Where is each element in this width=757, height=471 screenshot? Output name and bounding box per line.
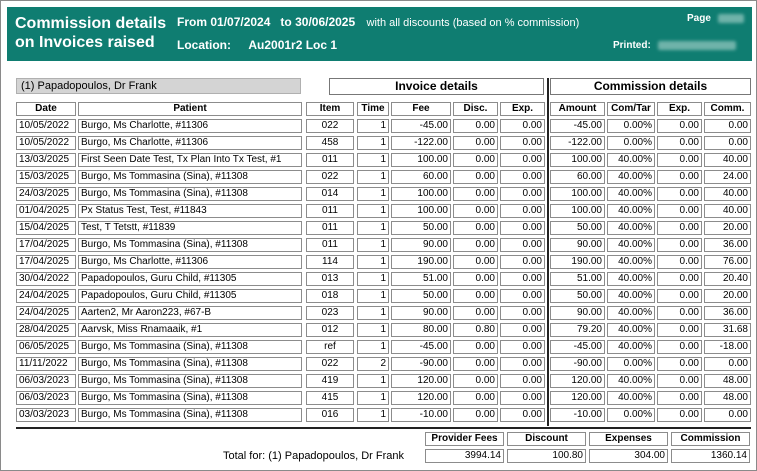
cell-time: 1 (357, 204, 389, 218)
invoice-details-heading: Invoice details (329, 78, 544, 95)
cell-comm: 24.00 (704, 170, 751, 184)
cell-amount: 120.00 (550, 391, 605, 405)
cell-exp: 0.00 (500, 323, 545, 337)
cell-date: 24/03/2025 (16, 187, 76, 201)
cell-fee: 120.00 (391, 391, 451, 405)
cell-disc: 0.00 (453, 306, 498, 320)
column-header-time: Time (357, 102, 389, 116)
cell-comm-exp: 0.00 (657, 357, 702, 371)
page-label: Page (687, 13, 711, 24)
cell-exp: 0.00 (500, 136, 545, 150)
cell-exp: 0.00 (500, 170, 545, 184)
cell-com-tar: 40.00% (607, 391, 655, 405)
cell-item: 014 (306, 187, 354, 201)
total-header-provider-fees: Provider Fees (425, 432, 504, 446)
cell-item: 012 (306, 323, 354, 337)
cell-amount: -90.00 (550, 357, 605, 371)
redacted-page-number (718, 14, 744, 23)
cell-disc: 0.00 (453, 272, 498, 286)
cell-patient: Burgo, Ms Tommasina (Sina), #11308 (78, 374, 302, 388)
column-header-item: Item (306, 102, 354, 116)
cell-exp: 0.00 (500, 289, 545, 303)
cell-item: 022 (306, 357, 354, 371)
cell-disc: 0.00 (453, 357, 498, 371)
cell-exp: 0.00 (500, 204, 545, 218)
cell-com-tar: 0.00% (607, 119, 655, 133)
cell-com-tar: 40.00% (607, 374, 655, 388)
cell-comm-exp: 0.00 (657, 408, 702, 422)
cell-item: 011 (306, 204, 354, 218)
cell-com-tar: 40.00% (607, 204, 655, 218)
cell-patient: Burgo, Ms Tommasina (Sina), #11308 (78, 408, 302, 422)
cell-patient: Burgo, Ms Charlotte, #11306 (78, 119, 302, 133)
cell-com-tar: 40.00% (607, 306, 655, 320)
cell-comm: 40.00 (704, 153, 751, 167)
cell-patient: Papadopoulos, Guru Child, #11305 (78, 289, 302, 303)
cell-exp: 0.00 (500, 221, 545, 235)
cell-fee: 90.00 (391, 238, 451, 252)
cell-com-tar: 40.00% (607, 170, 655, 184)
cell-date: 17/04/2025 (16, 238, 76, 252)
cell-time: 1 (357, 255, 389, 269)
cell-exp: 0.00 (500, 306, 545, 320)
cell-date: 13/03/2025 (16, 153, 76, 167)
cell-disc: 0.00 (453, 221, 498, 235)
cell-patient: Burgo, Ms Charlotte, #11306 (78, 136, 302, 150)
cell-time: 1 (357, 323, 389, 337)
cell-amount: 90.00 (550, 306, 605, 320)
from-date: 01/07/2024 (210, 15, 271, 29)
cell-amount: 50.00 (550, 289, 605, 303)
cell-date: 11/11/2022 (16, 357, 76, 371)
cell-time: 1 (357, 119, 389, 133)
cell-disc: 0.80 (453, 323, 498, 337)
cell-comm-exp: 0.00 (657, 272, 702, 286)
cell-item: ref (306, 340, 354, 354)
cell-time: 1 (357, 272, 389, 286)
cell-item: 458 (306, 136, 354, 150)
cell-comm-exp: 0.00 (657, 119, 702, 133)
cell-fee: 80.00 (391, 323, 451, 337)
cell-patient: Burgo, Ms Tommasina (Sina), #11308 (78, 340, 302, 354)
cell-item: 011 (306, 238, 354, 252)
cell-comm: 40.00 (704, 187, 751, 201)
cell-amount: -45.00 (550, 119, 605, 133)
cell-item: 011 (306, 153, 354, 167)
cell-date: 24/04/2025 (16, 289, 76, 303)
cell-comm: 0.00 (704, 136, 751, 150)
cell-exp: 0.00 (500, 391, 545, 405)
cell-disc: 0.00 (453, 136, 498, 150)
cell-disc: 0.00 (453, 391, 498, 405)
cell-comm-exp: 0.00 (657, 374, 702, 388)
cell-disc: 0.00 (453, 170, 498, 184)
cell-item: 415 (306, 391, 354, 405)
cell-comm-exp: 0.00 (657, 221, 702, 235)
cell-time: 1 (357, 238, 389, 252)
cell-com-tar: 40.00% (607, 289, 655, 303)
cell-time: 1 (357, 187, 389, 201)
cell-date: 28/04/2025 (16, 323, 76, 337)
cell-com-tar: 0.00% (607, 357, 655, 371)
cell-comm: 48.00 (704, 391, 751, 405)
cell-date: 30/04/2022 (16, 272, 76, 286)
cell-com-tar: 40.00% (607, 255, 655, 269)
cell-amount: 120.00 (550, 374, 605, 388)
column-header-patient: Patient (78, 102, 302, 116)
column-header-comm: Comm. (704, 102, 751, 116)
page-indicator (687, 13, 744, 24)
cell-patient: Burgo, Ms Tommasina (Sina), #11308 (78, 357, 302, 371)
cell-fee: 60.00 (391, 170, 451, 184)
cell-comm-exp: 0.00 (657, 136, 702, 150)
cell-com-tar: 40.00% (607, 187, 655, 201)
cell-fee: 50.00 (391, 221, 451, 235)
report-title: Commission details on Invoices raised (15, 15, 167, 51)
cell-exp: 0.00 (500, 187, 545, 201)
commission-details-heading: Commission details (550, 78, 751, 95)
location-value: Au2001r2 Loc 1 (248, 38, 338, 52)
cell-item: 016 (306, 408, 354, 422)
cell-date: 17/04/2025 (16, 255, 76, 269)
cell-fee: 90.00 (391, 306, 451, 320)
cell-date: 15/03/2025 (16, 170, 76, 184)
column-header-date: Date (16, 102, 76, 116)
cell-item: 022 (306, 119, 354, 133)
cell-comm: 20.00 (704, 289, 751, 303)
cell-disc: 0.00 (453, 238, 498, 252)
location-label: Location: (177, 38, 231, 52)
cell-comm: 31.68 (704, 323, 751, 337)
total-provider-fees: 3994.14 (425, 449, 504, 463)
cell-fee: 100.00 (391, 187, 451, 201)
cell-fee: 50.00 (391, 289, 451, 303)
cell-fee: 51.00 (391, 272, 451, 286)
cell-exp: 0.00 (500, 153, 545, 167)
cell-comm-exp: 0.00 (657, 289, 702, 303)
discount-note: with all discounts (based on % commission) (366, 17, 580, 29)
cell-amount: 51.00 (550, 272, 605, 286)
cell-amount: 190.00 (550, 255, 605, 269)
cell-comm-exp: 0.00 (657, 306, 702, 320)
cell-time: 2 (357, 357, 389, 371)
cell-item: 419 (306, 374, 354, 388)
section-divider (547, 78, 549, 426)
cell-comm-exp: 0.00 (657, 340, 702, 354)
cell-comm: 20.00 (704, 221, 751, 235)
location (177, 38, 337, 52)
cell-patient: Test, T Tetstt, #11839 (78, 221, 302, 235)
cell-comm-exp: 0.00 (657, 170, 702, 184)
cell-comm: 0.00 (704, 119, 751, 133)
from-label: From (177, 15, 207, 29)
cell-com-tar: 40.00% (607, 340, 655, 354)
cell-disc: 0.00 (453, 408, 498, 422)
cell-comm-exp: 0.00 (657, 204, 702, 218)
cell-amount: -45.00 (550, 340, 605, 354)
total-commission: 1360.14 (671, 449, 750, 463)
cell-comm: 40.00 (704, 204, 751, 218)
totals-divider (16, 427, 751, 429)
cell-time: 1 (357, 408, 389, 422)
cell-item: 011 (306, 221, 354, 235)
cell-amount: 100.00 (550, 153, 605, 167)
printed-indicator (613, 40, 736, 51)
cell-comm: 0.00 (704, 408, 751, 422)
cell-comm: 76.00 (704, 255, 751, 269)
cell-comm-exp: 0.00 (657, 391, 702, 405)
cell-item: 022 (306, 170, 354, 184)
cell-comm: 36.00 (704, 238, 751, 252)
cell-date: 01/04/2025 (16, 204, 76, 218)
cell-fee: 120.00 (391, 374, 451, 388)
cell-disc: 0.00 (453, 153, 498, 167)
cell-comm: 36.00 (704, 306, 751, 320)
total-header-commission: Commission (671, 432, 750, 446)
cell-disc: 0.00 (453, 340, 498, 354)
report-header (7, 7, 752, 61)
cell-patient: Burgo, Ms Charlotte, #11306 (78, 255, 302, 269)
cell-amount: 79.20 (550, 323, 605, 337)
cell-com-tar: 0.00% (607, 408, 655, 422)
cell-exp: 0.00 (500, 238, 545, 252)
cell-item: 018 (306, 289, 354, 303)
cell-disc: 0.00 (453, 204, 498, 218)
cell-fee: -122.00 (391, 136, 451, 150)
total-discount: 100.80 (507, 449, 586, 463)
redacted-printed-date (658, 41, 736, 50)
cell-time: 1 (357, 391, 389, 405)
cell-disc: 0.00 (453, 374, 498, 388)
cell-comm: -18.00 (704, 340, 751, 354)
total-expenses: 304.00 (589, 449, 668, 463)
cell-time: 1 (357, 340, 389, 354)
cell-date: 10/05/2022 (16, 119, 76, 133)
cell-exp: 0.00 (500, 408, 545, 422)
column-header-comm-exp: Exp. (657, 102, 702, 116)
column-header-disc: Disc. (453, 102, 498, 116)
cell-amount: -10.00 (550, 408, 605, 422)
cell-com-tar: 0.00% (607, 136, 655, 150)
cell-fee: -90.00 (391, 357, 451, 371)
cell-amount: 90.00 (550, 238, 605, 252)
cell-patient: First Seen Date Test, Tx Plan Into Tx Test, #1 (78, 153, 302, 167)
cell-com-tar: 40.00% (607, 221, 655, 235)
cell-exp: 0.00 (500, 340, 545, 354)
column-header-amount: Amount (550, 102, 605, 116)
cell-disc: 0.00 (453, 187, 498, 201)
cell-patient: Burgo, Ms Tommasina (Sina), #11308 (78, 238, 302, 252)
cell-time: 1 (357, 170, 389, 184)
cell-exp: 0.00 (500, 272, 545, 286)
cell-comm-exp: 0.00 (657, 238, 702, 252)
column-header-fee: Fee (391, 102, 451, 116)
cell-fee: 190.00 (391, 255, 451, 269)
date-range (177, 15, 579, 29)
cell-fee: -45.00 (391, 119, 451, 133)
to-label: to (280, 15, 292, 29)
cell-time: 1 (357, 221, 389, 235)
cell-time: 1 (357, 289, 389, 303)
cell-patient: Papadopoulos, Guru Child, #11305 (78, 272, 302, 286)
cell-patient: Aarten2, Mr Aaron223, #67-B (78, 306, 302, 320)
cell-comm-exp: 0.00 (657, 255, 702, 269)
cell-exp: 0.00 (500, 374, 545, 388)
cell-com-tar: 40.00% (607, 272, 655, 286)
cell-disc: 0.00 (453, 255, 498, 269)
cell-fee: -10.00 (391, 408, 451, 422)
cell-exp: 0.00 (500, 255, 545, 269)
cell-comm-exp: 0.00 (657, 153, 702, 167)
printed-label: Printed: (613, 40, 651, 51)
cell-patient: Burgo, Ms Tommasina (Sina), #11308 (78, 391, 302, 405)
cell-date: 24/04/2025 (16, 306, 76, 320)
column-header-com-tar: Com/Tar (607, 102, 655, 116)
cell-patient: Burgo, Ms Tommasina (Sina), #11308 (78, 170, 302, 184)
total-label: Total for: (1) Papadopoulos, Dr Frank (223, 450, 404, 462)
cell-time: 1 (357, 306, 389, 320)
cell-date: 15/04/2025 (16, 221, 76, 235)
cell-date: 10/05/2022 (16, 136, 76, 150)
provider-name: (1) Papadopoulos, Dr Frank (16, 78, 301, 94)
cell-exp: 0.00 (500, 357, 545, 371)
cell-comm-exp: 0.00 (657, 323, 702, 337)
cell-date: 06/05/2025 (16, 340, 76, 354)
cell-item: 114 (306, 255, 354, 269)
cell-amount: 60.00 (550, 170, 605, 184)
column-header-exp: Exp. (500, 102, 545, 116)
cell-item: 013 (306, 272, 354, 286)
cell-patient: Aarvsk, Miss Rnamaaik, #1 (78, 323, 302, 337)
cell-fee: 100.00 (391, 204, 451, 218)
cell-amount: 50.00 (550, 221, 605, 235)
cell-patient: Burgo, Ms Tommasina (Sina), #11308 (78, 187, 302, 201)
cell-disc: 0.00 (453, 289, 498, 303)
cell-amount: 100.00 (550, 204, 605, 218)
cell-time: 1 (357, 153, 389, 167)
cell-comm: 48.00 (704, 374, 751, 388)
cell-fee: -45.00 (391, 340, 451, 354)
cell-time: 1 (357, 136, 389, 150)
cell-time: 1 (357, 374, 389, 388)
cell-com-tar: 40.00% (607, 323, 655, 337)
total-header-expenses: Expenses (589, 432, 668, 446)
cell-disc: 0.00 (453, 119, 498, 133)
cell-com-tar: 40.00% (607, 153, 655, 167)
total-header-discount: Discount (507, 432, 586, 446)
cell-date: 06/03/2023 (16, 374, 76, 388)
cell-exp: 0.00 (500, 119, 545, 133)
to-date: 30/06/2025 (295, 15, 356, 29)
cell-date: 06/03/2023 (16, 391, 76, 405)
cell-comm: 0.00 (704, 357, 751, 371)
cell-comm: 20.40 (704, 272, 751, 286)
cell-item: 023 (306, 306, 354, 320)
cell-com-tar: 40.00% (607, 238, 655, 252)
cell-amount: 100.00 (550, 187, 605, 201)
cell-fee: 100.00 (391, 153, 451, 167)
cell-amount: -122.00 (550, 136, 605, 150)
cell-comm-exp: 0.00 (657, 187, 702, 201)
cell-date: 03/03/2023 (16, 408, 76, 422)
cell-patient: Px Status Test, Test, #11843 (78, 204, 302, 218)
